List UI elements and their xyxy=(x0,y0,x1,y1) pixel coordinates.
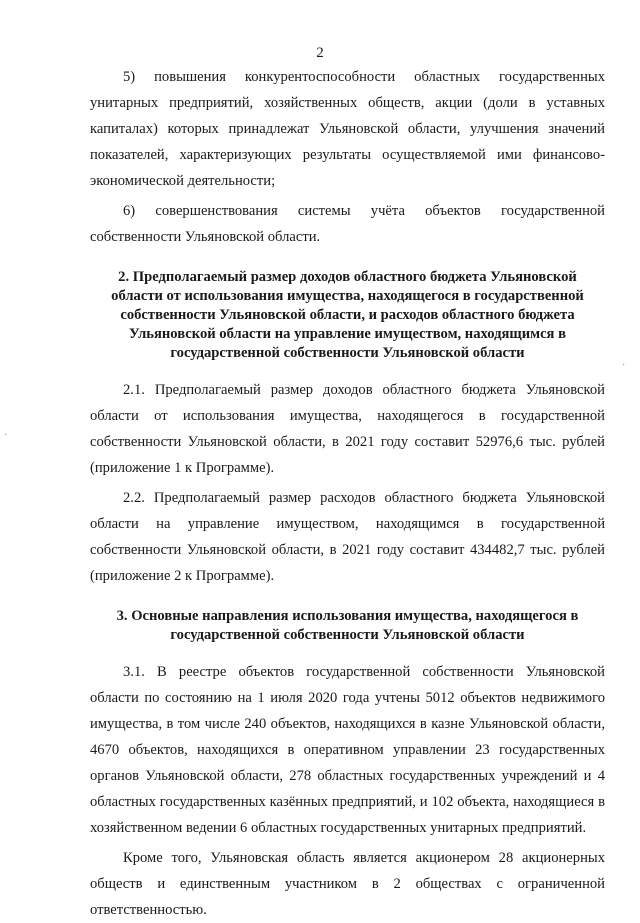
section-2-heading: 2. Предполагаемый размер доходов областного бюджета Ульяновской области от использования имущества, находящегося в государственной собственности Ульяновской области, и расходов областного бюджета Ульяновской области на управление имуществом, находящимся в государственной собственности Ульяновской области xyxy=(111,269,584,361)
scan-artifact: · xyxy=(4,430,8,441)
paragraph-item-5: 5) повышения конкурентоспособности областных государственных унитарных предприятий, хозяйственных обществ, акции (доли в уставных капиталах) которых принадлежат Ульяновской области, улучшения значений показателей, характеризующих результаты осуществляемой ими финансово-экономической деятельности; xyxy=(90,69,605,189)
section-3-heading: 3. Основные направления использования имущества, находящегося в государственной собственности Ульяновской области xyxy=(116,608,579,643)
paragraph-3-2: Кроме того, Ульяновская область является акционером 28 акционерных обществ и единственным участником в 2 обществах с ограниченной ответственностью. xyxy=(90,850,605,918)
paragraph-2-2: 2.2. Предполагаемый размер расходов областного бюджета Ульяновской области на управление имуществом, находящимся в государственной собственности Ульяновской области, в 2021 году составит 434482,7 тыс. рублей (приложение 2 к Программе). xyxy=(90,490,605,584)
page-number: 2 xyxy=(316,45,324,61)
document-body xyxy=(90,64,605,923)
paragraph-item-6: 6) совершенствования системы учёта объектов государственной собственности Ульяновской области. xyxy=(90,203,605,245)
scan-artifact: · xyxy=(622,360,626,371)
paragraph-3-1: 3.1. В реестре объектов государственной собственности Ульяновской области по состоянию на 1 июля 2020 года учтены 5012 объектов недвижимого имущества, в том числе 240 объектов, находящихся в казне Ульяновской области, 4670 объектов, находящихся в оперативном управлении 23 государственных органов Ульяновской области, 278 областных государственных учреждений и 4 областных государственных казённых предприятий, и 102 объекта, находящиеся в хозяйственном ведении 6 областных государственных унитарных предприятий. xyxy=(90,664,605,836)
paragraph-2-1: 2.1. Предполагаемый размер доходов областного бюджета Ульяновской области от использования имущества, находящегося в государственной собственности Ульяновской области, в 2021 году составит 52976,6 тыс. рублей (приложение 1 к Программе). xyxy=(90,382,605,476)
